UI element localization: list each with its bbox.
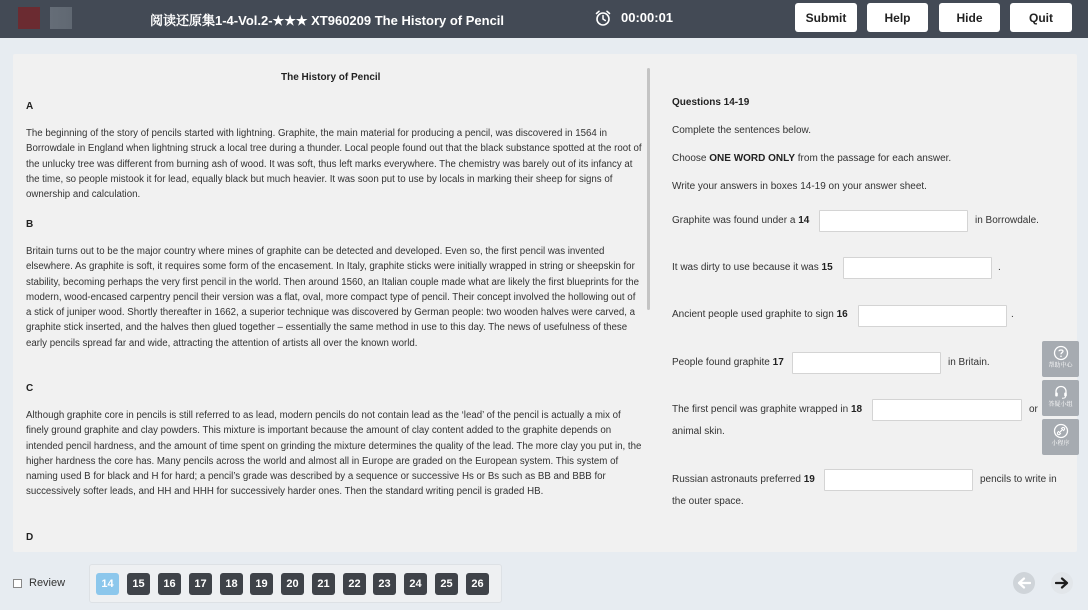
top-bar [0, 0, 1088, 38]
review-toggle[interactable] [13, 577, 65, 589]
question-16-prefix: Ancient people used graphite to sign [672, 309, 837, 320]
question-14-prefix: Graphite was found under a [672, 215, 799, 226]
passage-scrollbar[interactable] [647, 68, 650, 310]
previous-question-button[interactable] [1013, 572, 1035, 594]
hide-button[interactable]: Hide [939, 3, 1000, 32]
question-nav-14[interactable]: 14 [96, 573, 119, 595]
question-nav-25[interactable]: 25 [435, 573, 458, 595]
question-19-prefix: Russian astronauts preferred [672, 474, 804, 485]
question-17-number: 17 [772, 357, 784, 368]
question-17-prefix: People found graphite [672, 357, 773, 368]
instruction-choose-post: from the passage for each answer. [795, 153, 952, 164]
question-nav-15[interactable]: 15 [127, 573, 150, 595]
main-panel [13, 54, 1077, 552]
instruction-choose-pre: Choose [672, 153, 710, 164]
question-14-number: 14 [798, 215, 810, 226]
page-title: 阅读还原集1-4-Vol.2-★★★ XT960209 The History of Pencil [150, 13, 505, 28]
review-checkbox[interactable] [13, 579, 22, 588]
question-15-text [672, 262, 833, 273]
question-nav-26[interactable]: 26 [466, 573, 489, 595]
question-14-suffix: in Borrowdale. [975, 215, 1039, 226]
question-18-suffix: or [1029, 404, 1038, 415]
answer-input-19[interactable] [824, 469, 973, 491]
help-button[interactable]: Help [867, 3, 928, 32]
logo-fade [40, 5, 98, 31]
qa-group-tool[interactable] [1042, 380, 1079, 416]
question-circle-icon [1053, 345, 1069, 361]
question-18-prefix: The first pencil was graphite wrapped in [672, 404, 851, 415]
review-label: Review [29, 577, 66, 589]
arrow-right-icon [1055, 577, 1069, 589]
help-center-tool[interactable] [1042, 341, 1079, 377]
question-15-number: 15 [821, 262, 833, 273]
question-nav-17[interactable]: 17 [189, 573, 212, 595]
logo-icon [18, 7, 40, 29]
section-heading-b: B [26, 219, 34, 230]
question-16-number: 16 [836, 309, 848, 320]
question-nav-24[interactable]: 24 [404, 573, 427, 595]
section-heading-d: D [26, 532, 34, 543]
question-15-prefix: It was dirty to use because it was [672, 262, 822, 273]
question-19-text [672, 474, 815, 485]
submit-button[interactable]: Submit [795, 3, 857, 32]
question-17-suffix: in Britain. [948, 357, 990, 368]
help-center-label: 帮助中心 [1048, 363, 1073, 369]
headset-icon [1053, 384, 1069, 400]
instruction-complete: Complete the sentences below. [672, 125, 811, 136]
answer-input-18[interactable] [872, 399, 1022, 421]
question-nav-22[interactable]: 22 [343, 573, 366, 595]
instruction-choose [672, 153, 951, 164]
quit-button[interactable]: Quit [1010, 3, 1072, 32]
link-icon [1053, 423, 1069, 439]
mini-program-label: 小程序 [1051, 441, 1070, 447]
question-navigator [89, 564, 502, 603]
answer-input-17[interactable] [792, 352, 941, 374]
question-19-suffix: pencils to write in [980, 474, 1057, 485]
answer-input-14[interactable] [819, 210, 968, 232]
questions-pane [672, 54, 1072, 552]
instruction-write: Write your answers in boxes 14-19 on your answer sheet. [672, 181, 927, 192]
qa-group-label: 答疑小组 [1048, 402, 1073, 408]
question-16-text [672, 309, 848, 320]
next-question-button[interactable] [1051, 572, 1073, 594]
instruction-word-limit: ONE WORD ONLY [709, 153, 795, 164]
section-heading-a: A [26, 101, 34, 112]
question-14-text [672, 215, 809, 226]
mini-program-tool[interactable] [1042, 419, 1079, 455]
answer-input-16[interactable] [858, 305, 1007, 327]
passage-title: The History of Pencil [281, 72, 381, 83]
question-nav-16[interactable]: 16 [158, 573, 181, 595]
question-19-continuation: the outer space. [672, 496, 744, 507]
question-nav-19[interactable]: 19 [250, 573, 273, 595]
passage-pane[interactable] [13, 54, 649, 552]
section-heading-c: C [26, 383, 34, 394]
arrow-left-icon [1017, 577, 1031, 589]
question-18-text [672, 404, 862, 415]
question-19-number: 19 [803, 474, 815, 485]
answer-input-15[interactable] [843, 257, 992, 279]
question-nav-23[interactable]: 23 [373, 573, 396, 595]
question-17-text [672, 357, 784, 368]
section-paragraph-a: The beginning of the story of pencils started with lightning. Graphite, the main material for producing a pencil, was discovered in 1564 in Borrowdale in England when lightning struck a local tree during a thunder. Local people found out that the black substance spotted at the root of the unlucky tree was different from burning ash of wood. It was soft, thus left marks everywhere. The chemistry was barely out of its infancy at the time, so people mistook it for lead, equally black but much heavier. It was soon put to use by locals in marking their sheep for signs of ownership and calculation. [26, 128, 642, 201]
question-15-suffix: . [998, 262, 1001, 273]
question-18-continuation: animal skin. [672, 426, 725, 437]
section-paragraph-b: Britain turns out to be the major country where mines of graphite can be detected and developed. Even so, the first pencil was invented elsewhere. As graphite is soft, it requires some form of the encasement. In Italy, graphite sticks were initially wrapped in string or sheepskin for stability, becoming perhaps the very first pencil in the world. Then around 1560, an Italian couple made what are likely the first blueprints for the modern, wood-encased carpentry pencil their version was a flat, oval, more compact type of pencil. Their concept involved the hollowing out of a stick of juniper wood. Shortly thereafter in 1662, a superior technique was discovered by German people: two wooden halves were carved, a graphite stick inserted, and the halves then glued together – essentially the same method in use to this day. The news of usefulness of these early pencils spread far and wide, attracting the attention of artists all over the known world. [26, 246, 639, 349]
alarm-clock-icon [594, 9, 612, 27]
questions-heading: Questions 14-19 [672, 97, 750, 108]
question-nav-21[interactable]: 21 [312, 573, 335, 595]
question-nav-20[interactable]: 20 [281, 573, 304, 595]
question-16-suffix: . [1011, 309, 1014, 320]
section-paragraph-c: Although graphite core in pencils is still referred to as lead, modern pencils do not contain lead as the ‘lead’ of the pencil is actually a mix of finely ground graphite and clay powders. This mixture is important because the amount of clay content added to the graphite depends on intended pencil hardness, and the amount of time spent on grinding the mixture determines the quality of the lead. The more clay you put in, the higher hardness the core has. Many pencils across the world and almost all in Europe are graded on the European system. This system of naming used B for black and H for hard; a pencil’s grade was described by a sequence or successive Hs or Bs such as BB and BBB for successively softer leads, and HH and HHH for successively harder ones. Then the standard writing pencil is graded HB. [26, 410, 642, 498]
timer-display: 00:00:01 [621, 10, 674, 25]
question-nav-18[interactable]: 18 [220, 573, 243, 595]
question-18-number: 18 [850, 404, 863, 415]
